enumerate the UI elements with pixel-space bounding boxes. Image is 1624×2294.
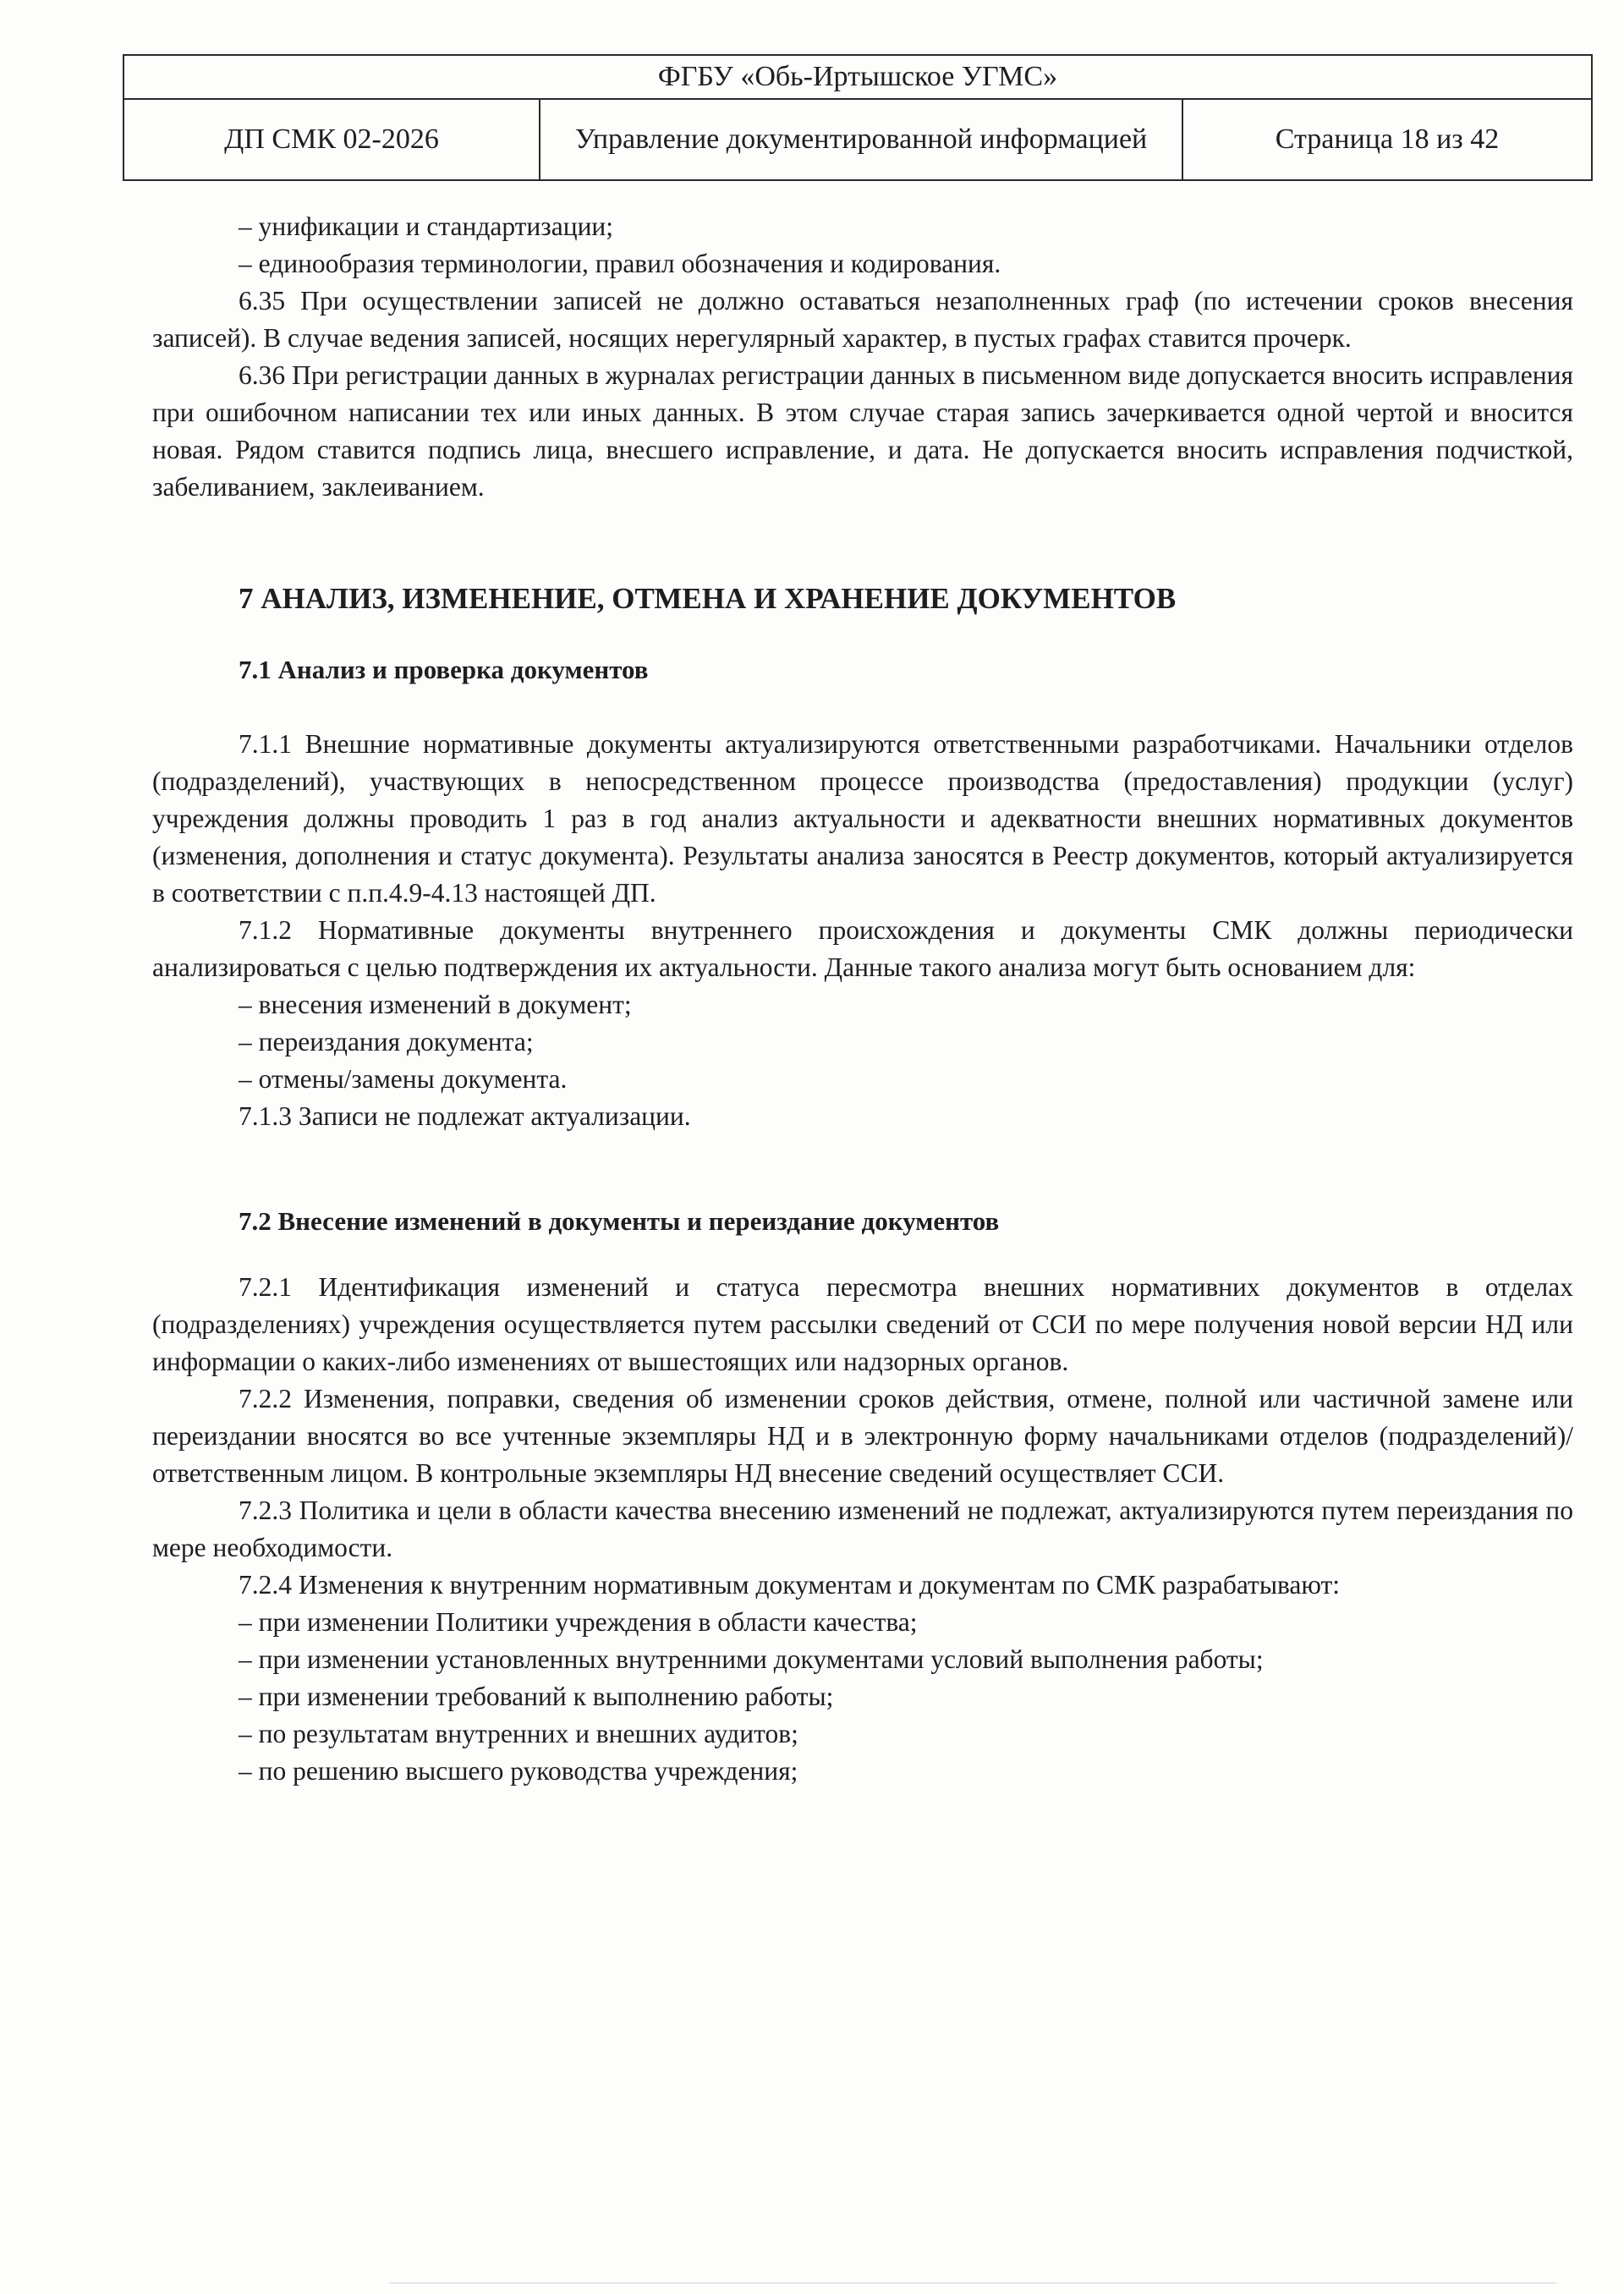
- section-heading-7: 7 АНАЛИЗ, ИЗМЕНЕНИЕ, ОТМЕНА И ХРАНЕНИЕ ДОКУМЕНТОВ: [239, 582, 1177, 615]
- list-item: – единообразия терминологии, правил обозначения и кодирования.: [239, 249, 1001, 278]
- paragraph-7-2-4: 7.2.4 Изменения к внутренним нормативным документам и документам по СМК разрабатывают:: [239, 1570, 1341, 1600]
- list-item: – при изменении требований к выполнению работы;: [239, 1682, 834, 1711]
- paragraph-7-1-2: 7.1.2 Нормативные документы внутреннего происхождения и документы СМК должны периодически анализироваться с целью подтверждения их актуальности. Данные такого анализа могут быть основанием для:: [152, 915, 1573, 982]
- paragraph-6-35: 6.35 При осуществлении записей не должно оставаться незаполненных граф (по истечении сроков внесения записей). В случае ведения записей, носящих нерегулярный характер, в пустых графах ставится прочерк.: [152, 286, 1573, 353]
- list-item: – внесения изменений в документ;: [239, 990, 632, 1019]
- paragraph-7-1-3: 7.1.3 Записи не подлежат актуализации.: [239, 1101, 691, 1131]
- paragraph-7-1-1: 7.1.1 Внешние нормативные документы актуализируются ответственными разработчиками. Начальники отделов (подразделений), участвующих в непосредственном процессе производства (предоставления) продукции (услуг) учреждения должны проводить 1 раз в год анализ актуальности и адекватности внешних нормативных документов (изменения, дополнения и статус документа). Результаты анализа заносятся в Реестр документов, который актуализируется в соответствии с п.п.4.9-4.13 настоящей ДП.: [152, 729, 1573, 908]
- document-header-table: [123, 54, 1593, 181]
- paragraph-6-36: 6.36 При регистрации данных в журналах регистрации данных в письменном виде допускается вносить исправления при ошибочном написании тех или иных данных. В этом случае старая запись зачеркивается одной чертой и вносится новая. Рядом ставится подпись лица, внесшего исправление, и дата. Не допускается вносить исправления подчисткой, забеливанием, заклеиванием.: [152, 360, 1573, 502]
- document-code: ДП СМК 02-2026: [124, 100, 540, 179]
- scan-edge-line: [389, 2282, 1556, 2284]
- list-item: – переиздания документа;: [239, 1027, 534, 1056]
- list-item: – по решению высшего руководства учреждения;: [239, 1756, 798, 1786]
- paragraph-7-2-3: 7.2.3 Политика и цели в области качества внесению изменений не подлежат, актуализируются путем переиздания по мере необходимости.: [152, 1495, 1573, 1562]
- paragraph-7-2-1: 7.2.1 Идентификация изменений и статуса пересмотра внешних нормативних документов в отделах (подразделениях) учреждения осуществляется путем рассылки сведений от ССИ по мере получения новой версии НД или информации о каких-либо изменениях от вышестоящих или надзорных органов.: [152, 1272, 1573, 1376]
- paragraph-7-2-2: 7.2.2 Изменения, поправки, сведения об изменении сроков действия, отмене, полной или частичной замене или переиздании вносятся во все учтенные экземпляры НД и в электронную форму начальниками отделов (подразделений)/ ответственным лицом. В контрольные экземпляры НД внесение сведений осуществляет ССИ.: [152, 1384, 1573, 1488]
- page-number: Страница 18 из 42: [1275, 123, 1500, 155]
- document-title: Управление документированной информацией: [540, 100, 1183, 179]
- list-item: – по результатам внутренних и внешних аудитов;: [239, 1719, 798, 1748]
- header-row: [124, 100, 1591, 179]
- organization-name: ФГБУ «Обь-Иртышское УГМС»: [124, 56, 1591, 100]
- list-item: – при изменении Политики учреждения в области качества;: [239, 1607, 918, 1637]
- subsection-heading-7-2: 7.2 Внесение изменений в документы и переиздание документов: [239, 1206, 1000, 1236]
- list-item: – при изменении установленных внутренними документами условий выполнения работы;: [239, 1644, 1264, 1674]
- document-body: [152, 208, 1573, 1790]
- list-item: – отмены/замены документа.: [239, 1064, 568, 1094]
- list-item: – унификации и стандартизации;: [239, 211, 614, 241]
- subsection-heading-7-1: 7.1 Анализ и проверка документов: [239, 655, 649, 684]
